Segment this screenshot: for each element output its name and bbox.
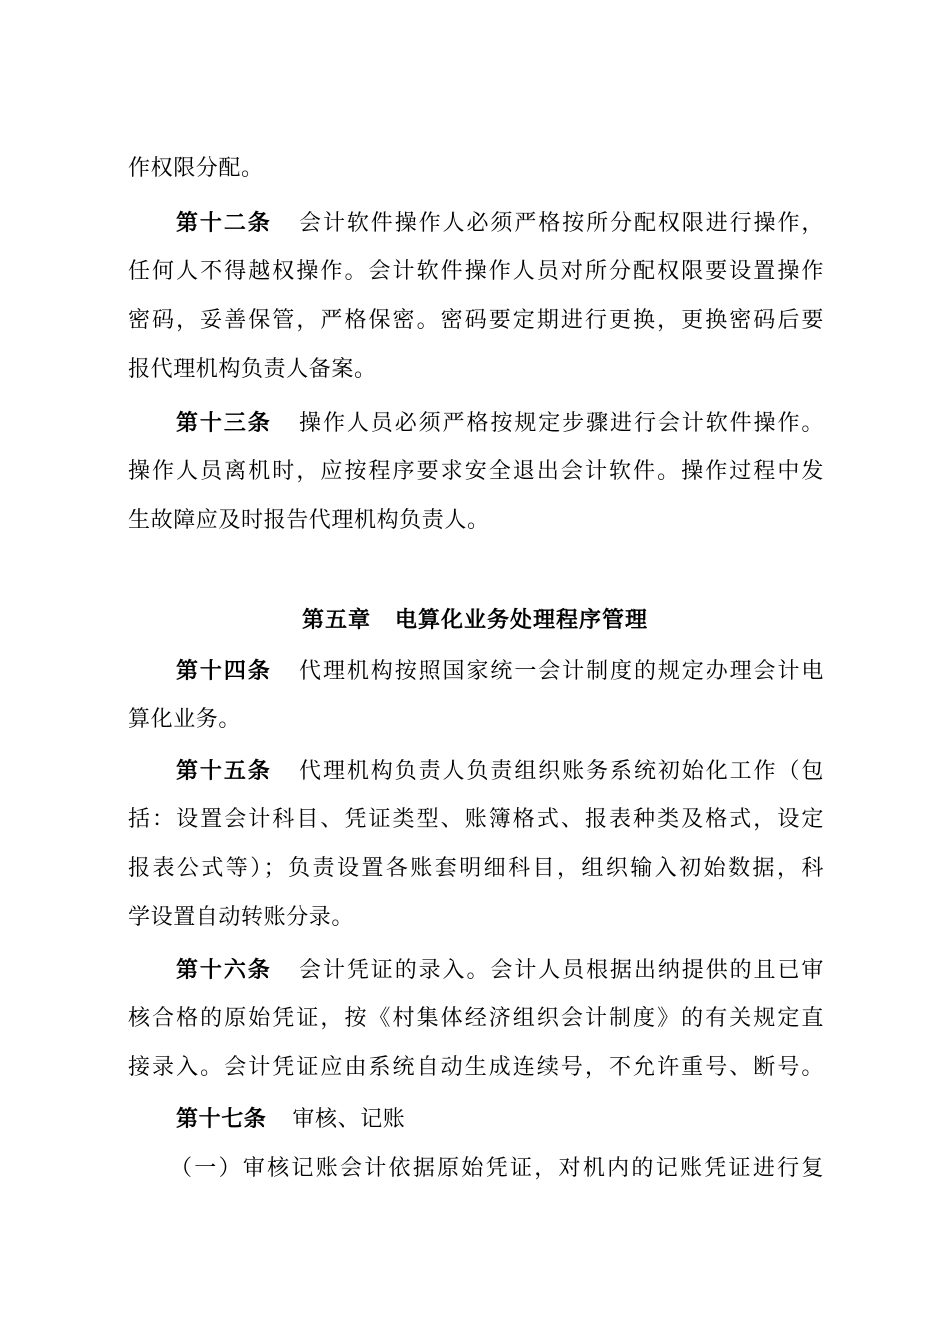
- paragraph-line: 括：设置会计科目、凭证类型、账簿格式、报表种类及格式，设定: [128, 807, 824, 832]
- paragraph-line: 核合格的原始凭证，按《村集体经济组织会计制度》的有关规定直: [128, 1006, 824, 1031]
- article-15-label: 第十五条: [176, 758, 272, 784]
- article-15-text: 代理机构负责人负责组织账务系统初始化工作（包: [297, 759, 824, 784]
- item-1-first-line: （一）审核记账会计依据原始凭证，对机内的记账凭证进行复: [170, 1156, 824, 1181]
- article-12-text: 会计软件操作人必须严格按所分配权限进行操作，: [297, 211, 824, 236]
- chapter-heading: [0, 605, 950, 635]
- paragraph-line: 报代理机构负责人备案。: [128, 357, 377, 382]
- article-12-label: 第十二条: [176, 210, 272, 236]
- article-16-label: 第十六条: [176, 957, 272, 983]
- article-16-text: 会计凭证的录入。会计人员根据出纳提供的且已审: [297, 958, 824, 983]
- paragraph-line: 接录入。会计凭证应由系统自动生成连续号，不允许重号、断号。: [128, 1055, 824, 1080]
- paragraph-line: 作权限分配。: [128, 156, 264, 181]
- chapter-number: 第五章: [301, 607, 371, 633]
- article-16-first-line: [176, 955, 824, 985]
- article-13-first-line: [176, 408, 824, 438]
- article-17-first-line: [176, 1104, 824, 1134]
- article-15-first-line: [176, 756, 824, 786]
- article-14-text: 代理机构按照国家统一会计制度的规定办理会计电: [297, 659, 824, 684]
- paragraph-line: 算化业务。: [128, 707, 242, 732]
- article-13-label: 第十三条: [176, 410, 272, 436]
- article-13-text: 操作人员必须严格按规定步骤进行会计软件操作。: [297, 411, 824, 436]
- paragraph-line: 任何人不得越权操作。会计软件操作人员对所分配权限要设置操作: [128, 259, 824, 284]
- paragraph-line: 操作人员离机时，应按程序要求安全退出会计软件。操作过程中发: [128, 459, 824, 484]
- paragraph-line: 生故障应及时报告代理机构负责人。: [128, 508, 490, 533]
- chapter-title: 电算化业务处理程序管理: [395, 607, 649, 633]
- paragraph-line: 学设置自动转账分录。: [128, 905, 355, 930]
- paragraph-line: 报表公式等）；负责设置各账套明细科目，组织输入初始数据，科: [128, 856, 824, 881]
- article-12-first-line: [176, 208, 824, 238]
- article-17-text: 审核、记账: [292, 1107, 406, 1132]
- paragraph-line: 密码，妥善保管，严格保密。密码要定期进行更换，更换密码后要: [128, 308, 824, 333]
- article-14-label: 第十四条: [176, 658, 272, 684]
- article-14-first-line: [176, 656, 824, 686]
- article-17-label: 第十七条: [176, 1106, 267, 1132]
